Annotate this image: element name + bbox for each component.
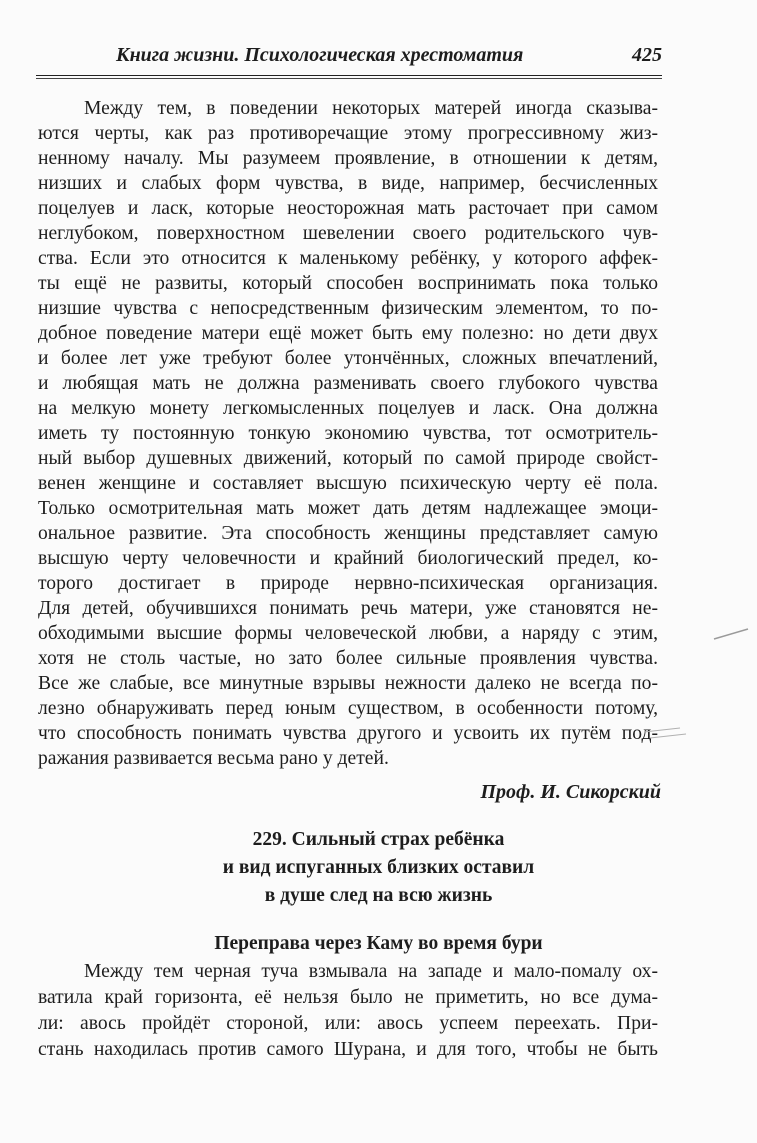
text-line: Для детей, обучившихся понимать речь матери, уже становятся не- [38, 598, 658, 619]
text-line: лезно обнаруживать перед юным существом, в особенности потому, [38, 698, 658, 719]
text-line: высшую черту человечности и крайний биологический предел, ко- [38, 548, 658, 569]
text-line: ли: авось пройдёт стороной, или: авось успеем переехать. При- [38, 1013, 658, 1034]
section-heading-line: 229. Сильный страх ребёнка [252, 829, 505, 850]
text-line: иметь ту постоянную тонкую экономию чувства, тот осмотритель- [38, 423, 658, 444]
scan-mark [640, 722, 690, 752]
text-line: ства. Если это относится к маленькому ребёнку, у которого аффек- [38, 248, 658, 269]
text-line: и любящая мать не должна разменивать своего глубокого чувства [38, 373, 658, 394]
section-heading-line: в душе след на всю жизнь [264, 885, 493, 906]
text-line: ты ещё не развиты, который способен воспринимать пока только [38, 273, 658, 294]
page-number: 425 [632, 44, 662, 66]
section-heading-line: и вид испуганных близких оставил [222, 857, 535, 878]
text-line: низшие чувства с непосредственным физическим элементом, то по- [38, 298, 658, 319]
header-rule-secondary [36, 78, 662, 79]
text-line: ный выбор душевных движений, который по самой природе свойст- [38, 448, 658, 469]
text-line: торого достигает в природе нервно-психическая организация. [38, 573, 658, 594]
text-line: ются черты, как раз противоречащие этому прогрессивному жиз- [38, 123, 658, 144]
scan-mark [712, 625, 752, 645]
text-line: ональное развитие. Эта способность женщины представляет самую [38, 523, 658, 544]
text-line: венен женщине и составляет высшую психическую черту её пола. [38, 473, 658, 494]
text-line: ненному началу. Мы разумеем проявление, в отношении к детям, [38, 148, 658, 169]
text-line: обходимыми высшие формы человеческой любви, а наряду с этим, [38, 623, 658, 644]
text-line: добное поведение матери ещё может быть ему полезно: но дети двух [38, 323, 658, 344]
text-line: Между тем, в поведении некоторых матерей иногда сказыва- [84, 98, 658, 119]
text-line: ватила край горизонта, её нельзя было не приметить, но все дума- [38, 987, 658, 1008]
text-line: стань находилась против самого Шурана, и для того, чтобы не быть [38, 1039, 658, 1060]
text-line: неглубоком, поверхностном шевелении своего родительского чув- [38, 223, 658, 244]
text-line: ражания развивается весьма рано у детей. [38, 748, 389, 769]
text-line: Между тем черная туча взмывала на западе и мало-помалу ох- [84, 961, 658, 982]
header-rule [36, 75, 662, 76]
text-line: и более лет уже требуют более утончённых, сложных впечатлений, [38, 348, 658, 369]
text-line: хотя не столь частые, но зато более сильные проявления чувства. [38, 648, 658, 669]
text-line: Только осмотрительная мать может дать детям надлежащее эмоци- [38, 498, 658, 519]
text-line: поцелуев и ласк, которые неосторожная мать расточает при самом [38, 198, 658, 219]
author-signature: Проф. И. Сикорский [480, 781, 661, 803]
text-line: на мелкую монету легкомысленных поцелуев и ласк. Она должна [38, 398, 658, 419]
book-title: Книга жизни. Психологическая хрестоматия [116, 44, 524, 66]
section-subheading: Переправа через Каму во время бури [214, 933, 543, 954]
text-line: что способность понимать чувства другого и усвоить их путём под- [38, 723, 658, 744]
text-line: Все же слабые, все минутные взрывы нежности далеко не всегда по- [38, 673, 658, 694]
text-line: низших и слабых форм чувства, в виде, например, бесчисленных [38, 173, 658, 194]
